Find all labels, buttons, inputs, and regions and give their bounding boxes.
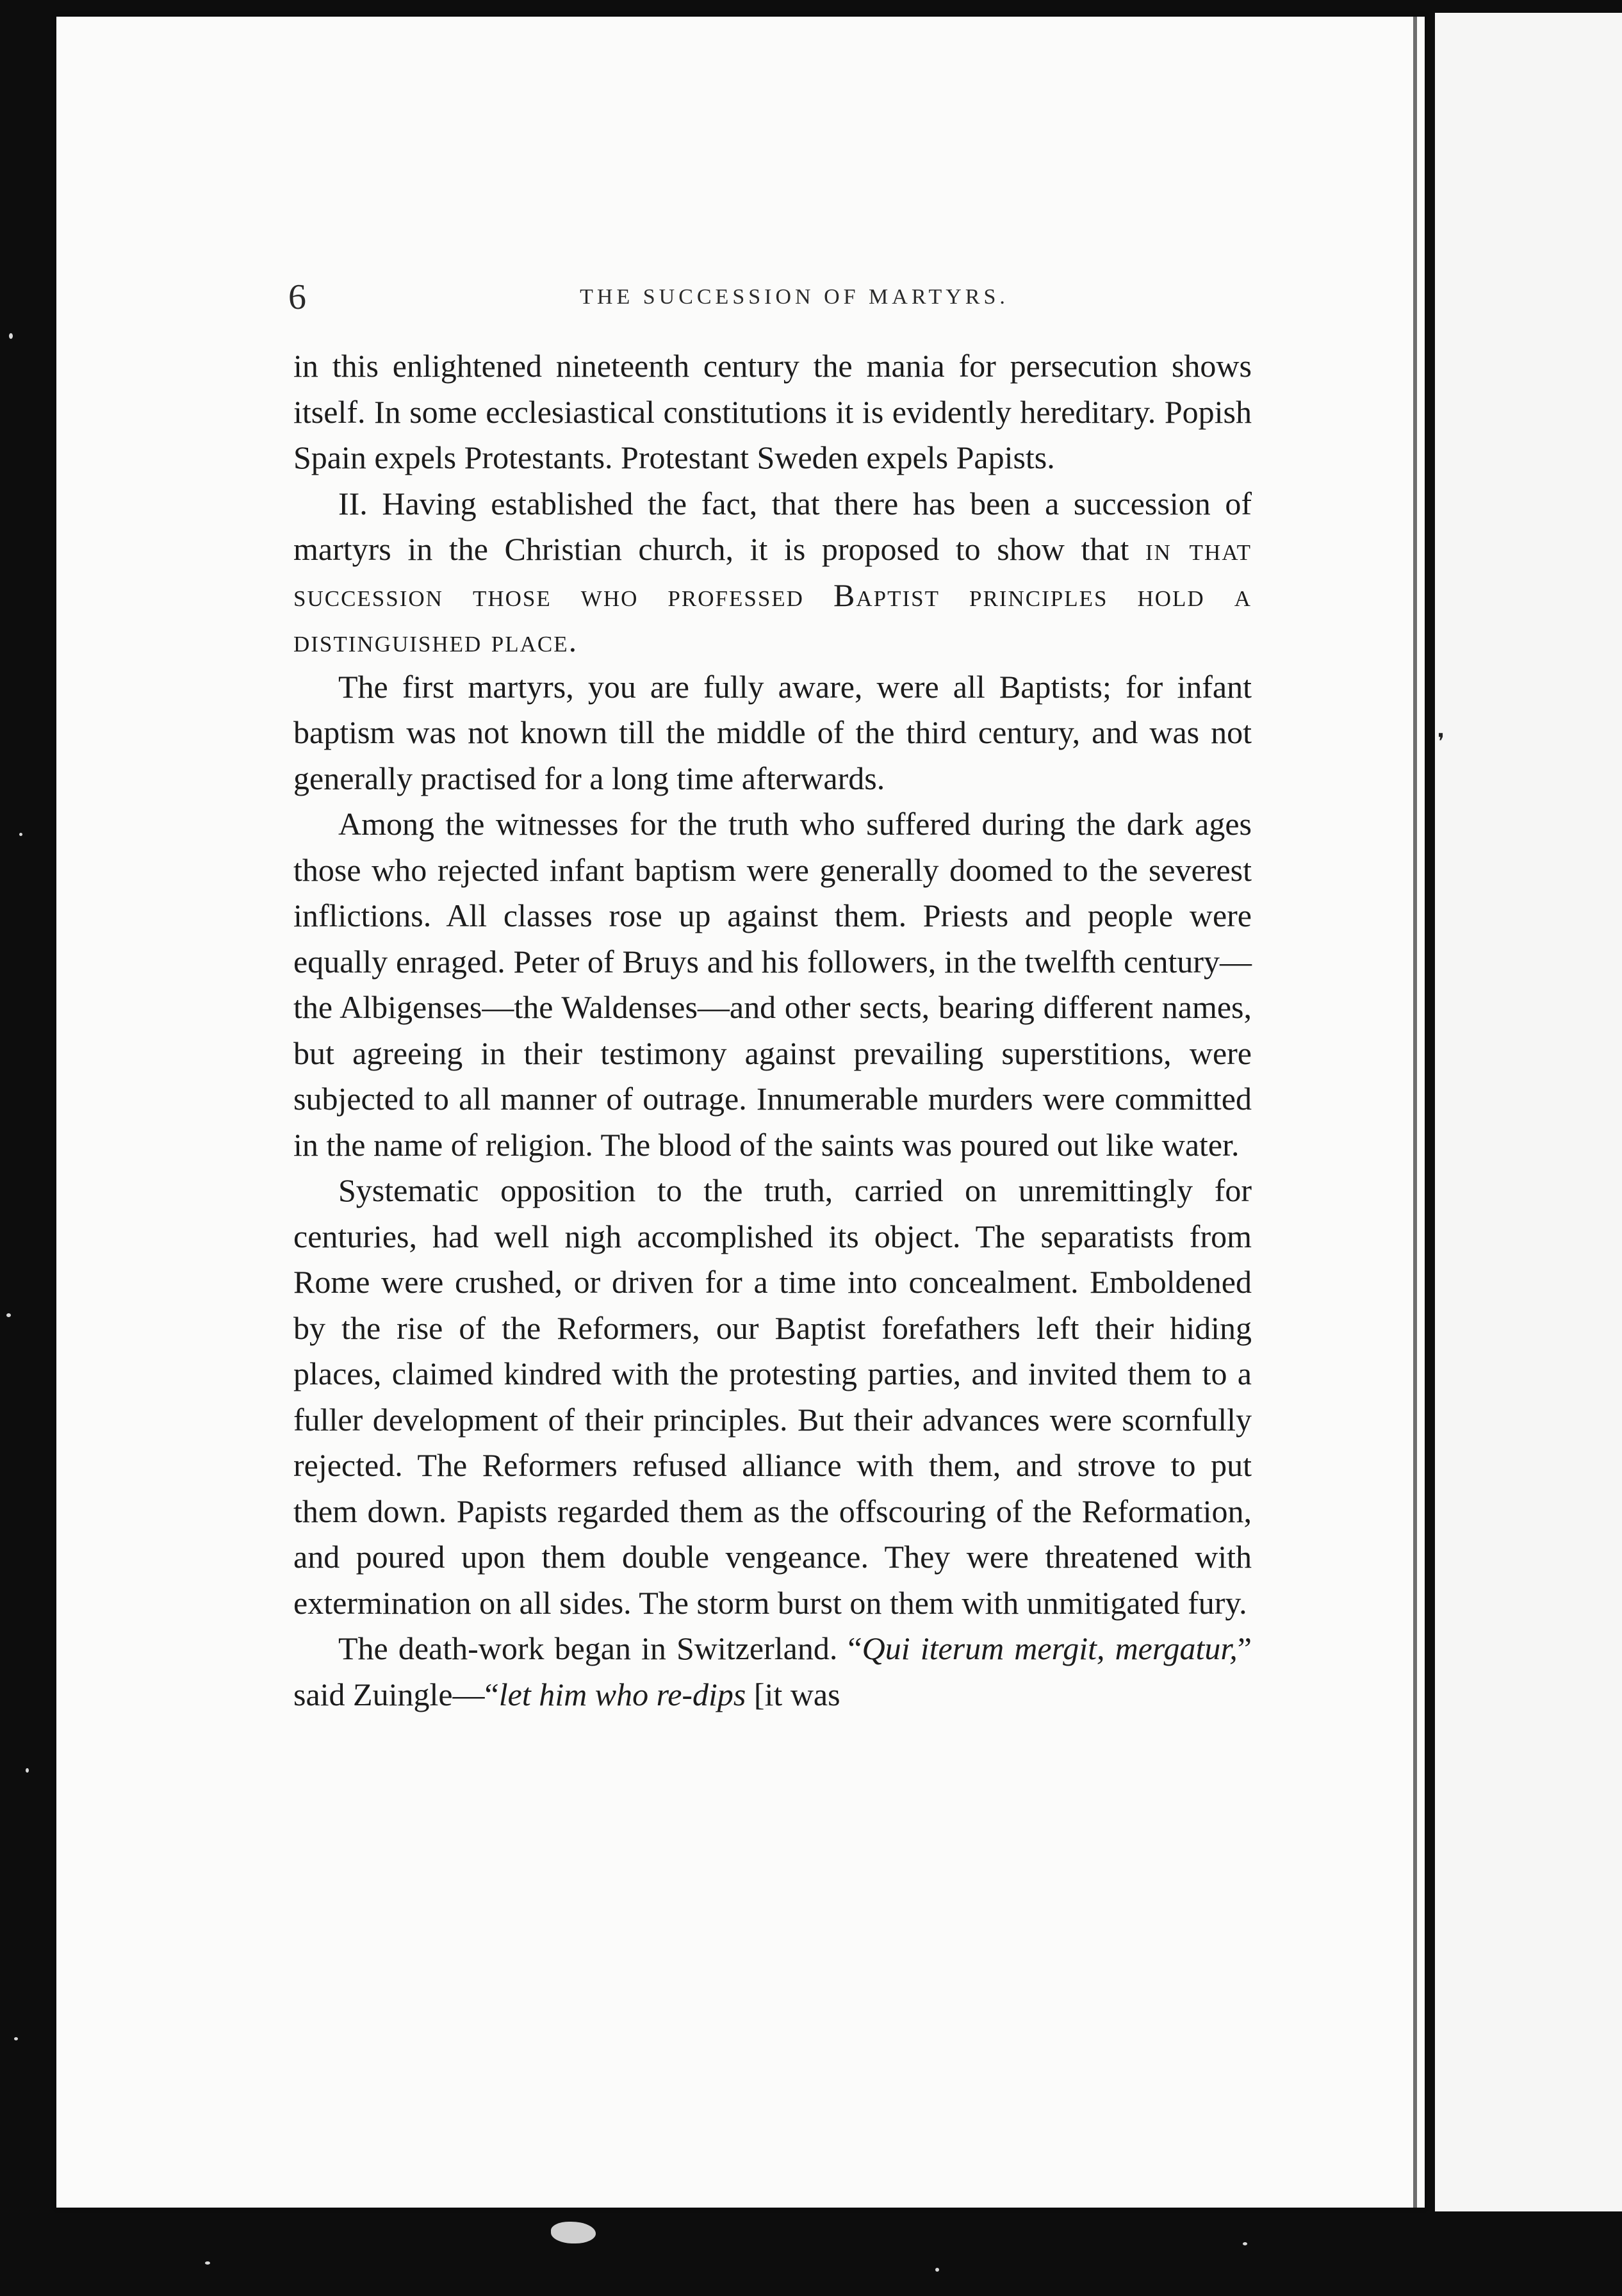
scan-speck (26, 1768, 29, 1773)
english-quote: let him who re-dips (498, 1676, 746, 1712)
scan-dust (551, 2222, 596, 2243)
running-title: THE SUCCESSION OF MARTYRS. (580, 285, 1009, 309)
scan-speck (14, 2037, 18, 2040)
paragraph-6-text-b: ” said Zuingle—“ (293, 1630, 1252, 1712)
facing-page-edge (1435, 13, 1622, 2211)
paragraph-6 (293, 1626, 1252, 1718)
paragraph-5: Systematic opposition to the truth, carried on unremittingly for centuries, had well nigh accomplished its object. The separatists from Rome were crushed, or driven for a time into concealment. Emboldened by the rise of the Reformers, our Baptist forefathers left their hiding places, claimed kindred with the protesting parties, and invited them to a fuller development of their principles. But their advances were scornfully rejected. The Reformers refused alliance with them, and strove to put them down. Papists regarded them as the offscouring of the Reformation, and poured upon them double vengeance. They were threatened with extermination on all sides. The storm burst on them with unmitigated fury. (293, 1172, 1252, 1621)
facing-page-mark: ❜ (1438, 730, 1445, 754)
scan-speck (205, 2261, 210, 2265)
paragraph-6-text-c: [it was (746, 1676, 840, 1712)
scan-speck (935, 2268, 939, 2272)
scan-speck (19, 833, 22, 836)
paragraph-1: in this enlightened nineteenth century the mania for persecution shows itself. In some ecclesiastical constitutions it is evidently hereditary. Popish Spain expels Protestants. Protestant Sweden expels Papists. (293, 348, 1252, 475)
scan-speck (1243, 2242, 1247, 2245)
body-text (293, 343, 1252, 1718)
scan-speck (6, 1313, 11, 1317)
page-number: 6 (288, 277, 306, 317)
page-gutter (1413, 17, 1417, 2208)
paragraph-2-lead: II. Having established the fact, that there has been a succession of martyrs in the Christian church, it is proposed to show that (293, 485, 1252, 567)
paragraph-2 (293, 481, 1252, 664)
latin-quote: Qui iterum mergit, mergatur, (862, 1630, 1238, 1666)
scan-speck (9, 333, 13, 339)
paragraph-2-small-caps: in that succession those who professed Baptist principles hold a distinguished place. (293, 531, 1252, 659)
paragraph-4: Among the witnesses for the truth who suffered during the dark ages those who rejected infant baptism were generally doomed to the severest inflictions. All classes rose up against them. Priests and people were equally enraged. Peter of Bruys and his followers, in the twelfth century—the Albigenses—the Waldenses—and other sects, bearing different names, but agreeing in their testimony against prevailing superstitions, were subjected to all manner of outrage. Innumerable murders were committed in the name of religion. The blood of the saints was poured out like water. (293, 806, 1252, 1163)
paragraph-3: The first martyrs, you are fully aware, were all Baptists; for infant baptism was not known till the middle of the third century, and was not generally practised for a long time afterwards. (293, 668, 1252, 796)
paragraph-6-text-a: The death-work began in Switzerland. “ (338, 1630, 862, 1666)
page-header (288, 274, 1236, 320)
